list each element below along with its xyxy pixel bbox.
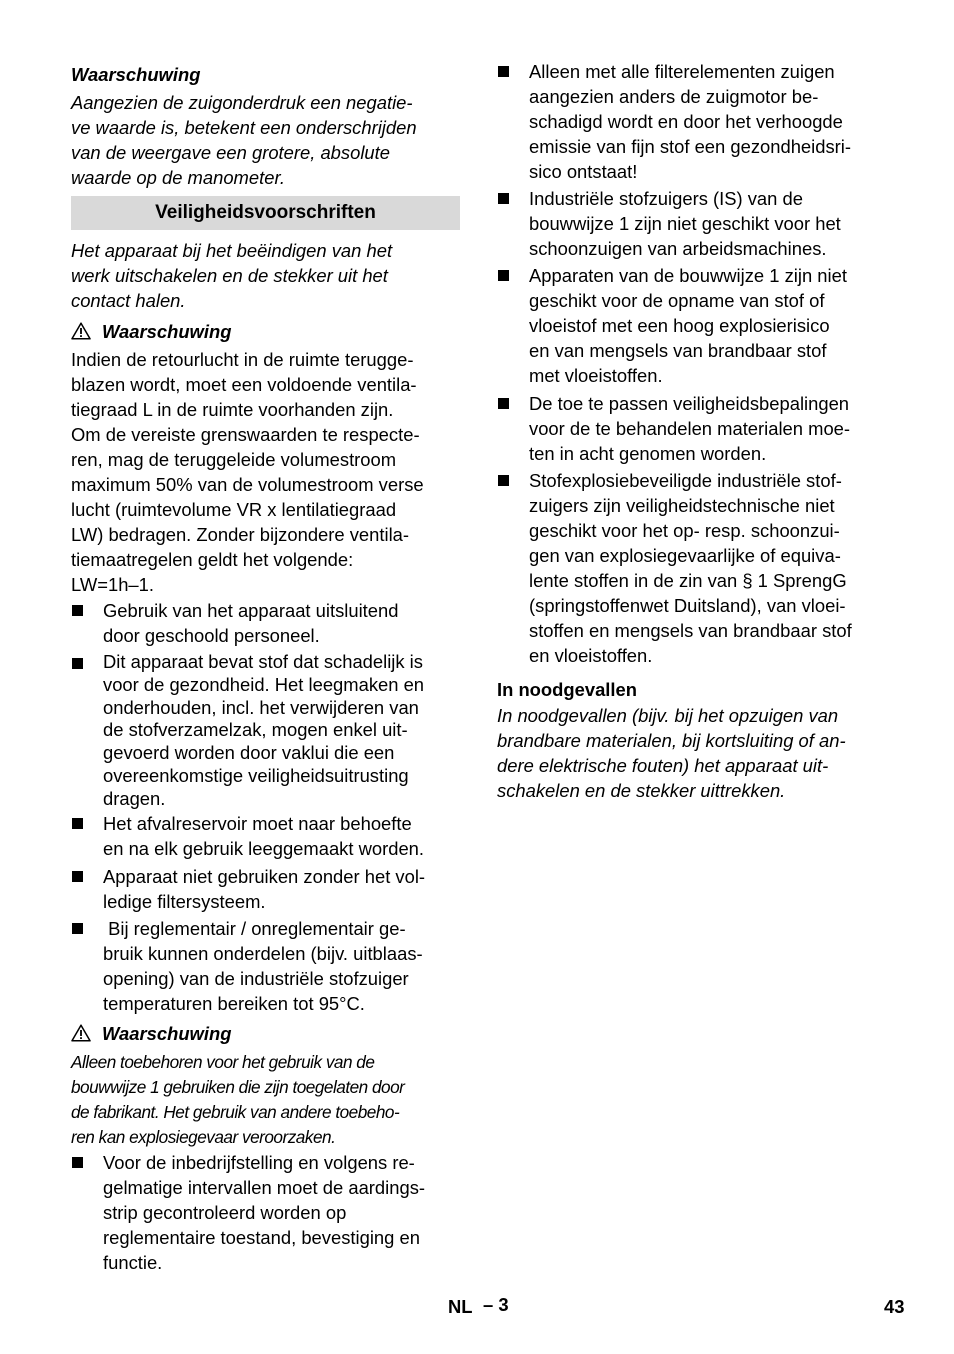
ventilation-text: Indien de retourlucht in de ruimte terugge- blazen wordt, moet een voldoende ventila- tiegraad L in de ruimte voorhanden zijn. Om de vereiste grenswaarden te respecte- ren, mag de teruggeleide volumestroom maximum 50% van de volumestroom verse lucht (ruimtevolume VR x lentilatiegraad LW) bedragen. Zonder bijzondere ventila- tiemaatregelen geldt het volgende: LW=1h–1. bbox=[71, 349, 424, 595]
warning-title: Waarschuwing bbox=[71, 64, 201, 85]
warning-triangle-icon bbox=[71, 1024, 91, 1042]
bullet-square-icon bbox=[72, 818, 83, 829]
bullet-square-icon bbox=[72, 923, 83, 934]
list-item: Stofexplosiebeveiligde industriële stof- zuigers zijn veiligheidstechnische niet geschikt voor het op- resp. schoonzui- gen van explosiegevaarlijke of equiva- lente stoffen in de zin van § 1 SprengG (springstoffenwet Duitsland), van vloei- stoffen en mengsels van brandbaar stof en vloeistoffen. bbox=[497, 468, 897, 668]
list-item: Industriële stofzuigers (IS) van de bouwwijze 1 zijn niet geschikt voor het schoonzuigen van arbeidsmachines. bbox=[497, 186, 897, 261]
page-number: 43 bbox=[884, 1296, 905, 1317]
list-item: Het afvalreservoir moet naar behoefte en na elk gebruik leeggemaakt worden. bbox=[71, 811, 463, 861]
emergency-title: In noodgevallen bbox=[497, 679, 637, 700]
footer-section-page: – 3 bbox=[483, 1294, 509, 1315]
bullet-square-icon bbox=[72, 1157, 83, 1168]
list-item: Voor de inbedrijfstelling en volgens re- gelmatige intervallen moet de aardings- strip gecontroleerd worden op reglementaire toestand, bevestiging en functie. bbox=[71, 1150, 463, 1275]
bullet-square-icon bbox=[498, 475, 509, 486]
intro-text: Het apparaat bij het beëindigen van het werk uitschakelen en de stekker uit het contact halen. bbox=[71, 240, 393, 311]
warning-text: Aangezien de zuigonderdruk een negatie- ve waarde is, betekent een onderschrijden van de weergave een grotere, absolute waarde op de manometer. bbox=[71, 92, 417, 188]
accessory-warning-text: Alleen toebehoren voor het gebruik van de bouwwijze 1 gebruiken die zijn toegelaten door de fabrikant. Het gebruik van andere toebeho- ren kan explosiegevaar veroorzaken. bbox=[71, 1052, 405, 1147]
list-item: Apparaten van de bouwwijze 1 zijn niet geschikt voor de opname van stof of vloeistof met een hoog explosierisico en van mengsels van brandbaar stof met vloeistoffen. bbox=[497, 263, 897, 388]
bullet-square-icon bbox=[72, 605, 83, 616]
list-item: Bij reglementair / onreglementair ge- bruik kunnen onderdelen (bijv. uitblaas- opening) van de industriële stofzuiger temperaturen bereiken tot 95°C. bbox=[71, 916, 463, 1016]
list-item: Alleen met alle filterelementen zuigen aangezien anders de zuigmotor be- schadigd wordt en door het verhoogde emissie van fijn stof een gezondheidsri- sico ontstaat! bbox=[497, 59, 897, 184]
warning-title: Waarschuwing bbox=[102, 1023, 232, 1044]
bullet-square-icon bbox=[498, 270, 509, 281]
warning-title: Waarschuwing bbox=[102, 321, 232, 342]
bullet-square-icon bbox=[498, 66, 509, 77]
bullet-square-icon bbox=[72, 658, 83, 669]
warning-heading bbox=[71, 319, 231, 344]
section-heading: Veiligheidsvoorschriften bbox=[71, 196, 460, 230]
warning-heading bbox=[71, 1021, 231, 1046]
bullet-square-icon bbox=[72, 871, 83, 882]
list-item: Gebruik van het apparaat uitsluitend door geschoold personeel. bbox=[71, 598, 463, 648]
warning-triangle-icon bbox=[71, 322, 91, 340]
list-item: Dit apparaat bevat stof dat schadelijk is voor de gezondheid. Het leegmaken en onderhouden, incl. het verwijderen van de stofverzamelzak, mogen enkel uit- gevoerd worden door vaklui die een overeenkomstige veiligheidsuitrusting dragen. bbox=[71, 651, 463, 811]
bullet-square-icon bbox=[498, 398, 509, 409]
bullet-square-icon bbox=[498, 193, 509, 204]
list-item: Apparaat niet gebruiken zonder het vol- ledige filtersysteem. bbox=[71, 864, 463, 914]
list-item: De toe te passen veiligheidsbepalingen voor de te behandelen materialen moe- ten in acht genomen worden. bbox=[497, 391, 897, 466]
emergency-text: In noodgevallen (bijv. bij het opzuigen van brandbare materialen, bij kortsluiting of an- dere elektrische fouten) het apparaat uit- schakelen en de stekker uittrekken. bbox=[497, 705, 846, 801]
footer-language: NL bbox=[448, 1296, 473, 1317]
